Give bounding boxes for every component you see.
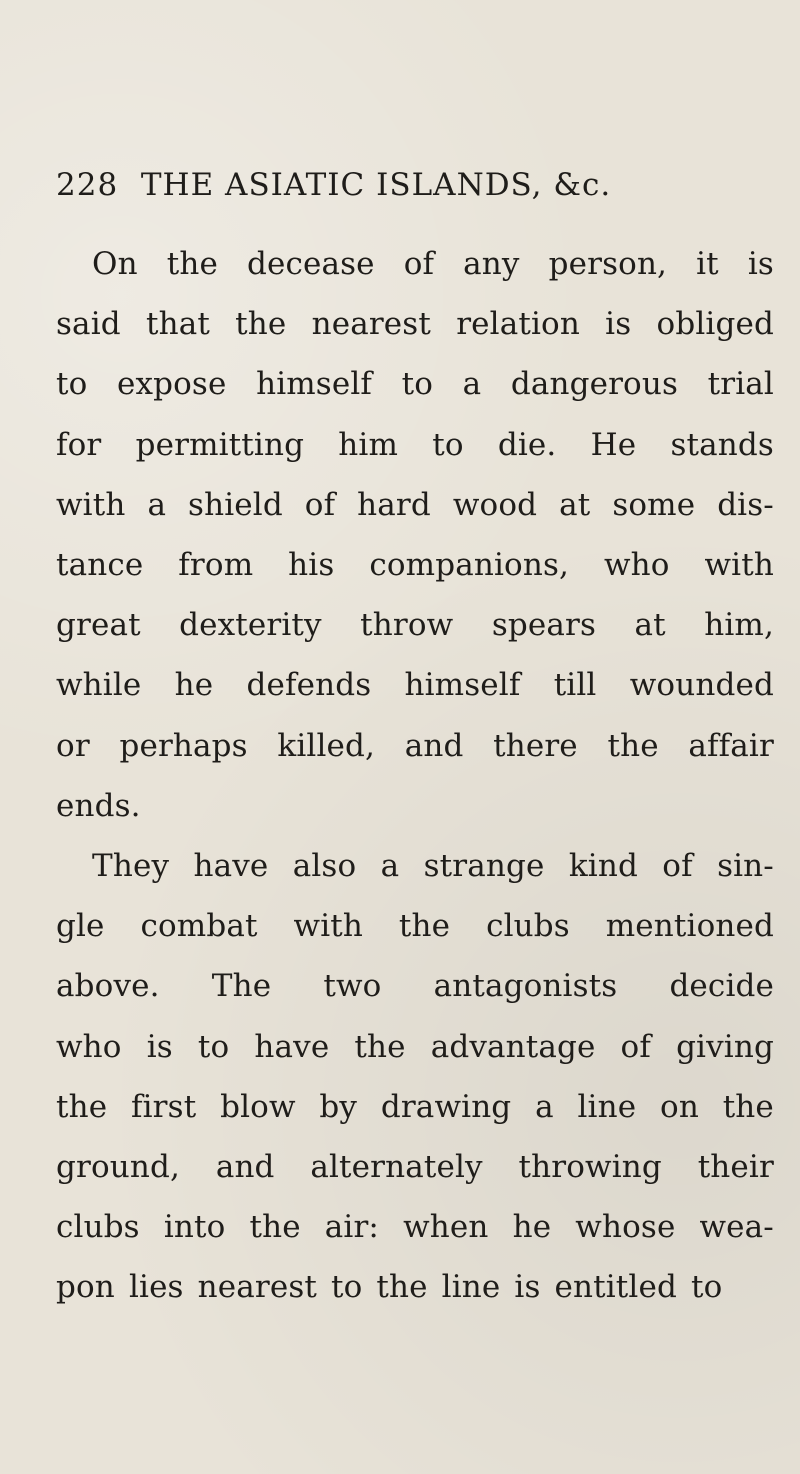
text-word: combat <box>140 908 258 945</box>
text-word: They <box>92 847 170 884</box>
text-word: ends. <box>56 787 141 824</box>
text-word: pon <box>56 1269 115 1306</box>
text-line <box>56 294 774 354</box>
text-word: gle <box>56 908 105 945</box>
text-line <box>56 1137 774 1197</box>
text-word: decide <box>669 968 774 1005</box>
text-word: defends <box>246 667 372 704</box>
text-word: said <box>56 306 121 343</box>
text-word: two <box>323 968 382 1005</box>
text-word: at <box>634 607 666 644</box>
text-word: he <box>174 667 214 704</box>
text-word: a <box>535 1088 554 1125</box>
text-word: wea- <box>699 1209 774 1246</box>
body-text <box>56 234 774 1317</box>
text-word: drawing <box>380 1088 512 1125</box>
text-word: first <box>130 1088 197 1125</box>
text-word: of <box>304 486 336 523</box>
text-word: the <box>235 306 287 343</box>
text-word: blow <box>220 1088 296 1125</box>
text-line <box>56 1257 774 1317</box>
text-word: lies <box>128 1269 184 1306</box>
text-word: throwing <box>518 1148 662 1185</box>
text-line <box>56 1077 774 1137</box>
text-word: the <box>354 1028 406 1065</box>
text-word: the <box>56 1088 108 1125</box>
text-word: his <box>288 547 335 584</box>
text-word: have <box>193 847 269 884</box>
text-word: to <box>56 366 88 403</box>
text-word: person, <box>548 246 668 283</box>
text-word: dis- <box>717 486 774 523</box>
text-word: the <box>376 1269 428 1306</box>
text-word: obliged <box>656 306 774 343</box>
text-word: till <box>553 667 597 704</box>
text-word: dangerous <box>510 366 679 403</box>
text-word: is <box>514 1269 541 1306</box>
text-word: who <box>603 547 670 584</box>
text-word: On <box>92 246 138 283</box>
text-word: dexterity <box>179 607 322 644</box>
page-header <box>56 160 776 210</box>
text-word: him <box>338 426 399 463</box>
text-word: advantage <box>430 1028 596 1065</box>
text-word: strange <box>423 847 545 884</box>
text-word: some <box>612 486 696 523</box>
text-word: any <box>463 246 520 283</box>
text-word: a <box>147 486 167 523</box>
text-word: of <box>620 1028 651 1065</box>
text-word: killed, <box>277 727 376 764</box>
text-line <box>56 1197 774 1257</box>
text-word: tance <box>56 547 144 584</box>
text-word: the <box>398 908 451 945</box>
text-word: for <box>56 426 102 463</box>
text-line <box>56 234 774 294</box>
text-word: have <box>254 1028 330 1065</box>
text-word: giving <box>676 1028 774 1065</box>
text-word: to <box>331 1269 363 1306</box>
text-word: expose <box>117 366 227 403</box>
text-word: him, <box>704 607 774 644</box>
text-word: who <box>56 1028 122 1065</box>
text-word: when <box>403 1209 489 1246</box>
text-word: of <box>662 847 693 884</box>
text-word: relation <box>456 306 580 343</box>
text-word: He <box>590 426 637 463</box>
text-word: air: <box>324 1209 380 1246</box>
running-head: THE ASIATIC ISLANDS, &c. <box>140 167 612 203</box>
text-word: entitled <box>554 1269 677 1306</box>
text-word: to <box>690 1269 723 1306</box>
text-line <box>56 475 774 535</box>
text-word: the <box>249 1209 301 1246</box>
text-word: affair <box>688 727 774 764</box>
text-word: the <box>166 246 218 283</box>
text-word: decease <box>246 246 375 283</box>
text-word: is <box>605 306 632 343</box>
text-word: into <box>163 1209 226 1246</box>
text-word: at <box>559 486 591 523</box>
text-line <box>56 415 774 475</box>
text-word: wood <box>452 486 538 523</box>
text-line <box>56 354 774 414</box>
text-word: clubs <box>486 908 570 945</box>
text-word: great <box>56 607 141 644</box>
text-word: throw <box>360 607 454 644</box>
text-line <box>56 595 774 655</box>
text-word: The <box>211 968 272 1005</box>
text-word: the <box>722 1088 774 1125</box>
text-word: with <box>704 547 774 584</box>
text-word: is <box>146 1028 173 1065</box>
text-word: from <box>178 547 254 584</box>
text-word: nearest <box>311 306 431 343</box>
text-line <box>56 776 774 836</box>
text-word: to <box>432 426 464 463</box>
text-word: ground, <box>56 1148 181 1185</box>
text-word: hard <box>357 486 431 523</box>
text-word: sin- <box>717 847 774 884</box>
text-word: die. <box>497 426 557 463</box>
text-word: is <box>747 246 774 283</box>
text-word: on <box>660 1088 699 1125</box>
text-line <box>56 655 774 715</box>
text-line <box>56 836 774 896</box>
text-word: it <box>696 246 719 283</box>
text-word: shield <box>188 486 283 523</box>
text-word: a <box>462 366 482 403</box>
text-word: alternately <box>310 1148 483 1185</box>
text-word: with <box>293 908 363 945</box>
text-word: the <box>607 727 659 764</box>
text-word: and <box>215 1148 275 1185</box>
text-word: companions, <box>369 547 570 584</box>
text-word: he <box>512 1209 552 1246</box>
text-word: nearest <box>197 1269 317 1306</box>
text-word: stands <box>670 426 774 463</box>
text-word: wounded <box>629 667 774 704</box>
text-word: himself <box>256 366 373 403</box>
text-word: kind <box>568 847 638 884</box>
text-word: perhaps <box>119 727 248 764</box>
text-word: mentioned <box>605 908 774 945</box>
page-number: 228 <box>56 167 119 203</box>
text-word: antagonists <box>433 968 618 1005</box>
text-word: there <box>493 727 578 764</box>
text-word: of <box>403 246 435 283</box>
text-word: their <box>697 1148 774 1185</box>
text-word: a <box>380 847 400 884</box>
text-word: above. <box>56 968 160 1005</box>
text-word: also <box>292 847 357 884</box>
text-word: that <box>145 306 210 343</box>
text-word: and <box>404 727 464 764</box>
text-line <box>56 1016 774 1076</box>
text-line <box>56 956 774 1016</box>
text-line <box>56 896 774 956</box>
text-word: while <box>56 667 142 704</box>
text-word: with <box>56 486 126 523</box>
text-word: to <box>401 366 434 403</box>
text-word: whose <box>575 1209 676 1246</box>
text-line <box>56 716 774 776</box>
text-line <box>56 535 774 595</box>
text-word: clubs <box>56 1209 140 1246</box>
text-word: or <box>56 727 90 764</box>
text-word: himself <box>404 667 521 704</box>
text-word: spears <box>491 607 597 644</box>
text-word: permitting <box>135 426 305 463</box>
text-word: line <box>577 1088 637 1125</box>
text-word: line <box>441 1269 501 1306</box>
text-word: by <box>319 1088 358 1125</box>
text-word: to <box>197 1028 230 1065</box>
text-word: trial <box>707 366 774 403</box>
